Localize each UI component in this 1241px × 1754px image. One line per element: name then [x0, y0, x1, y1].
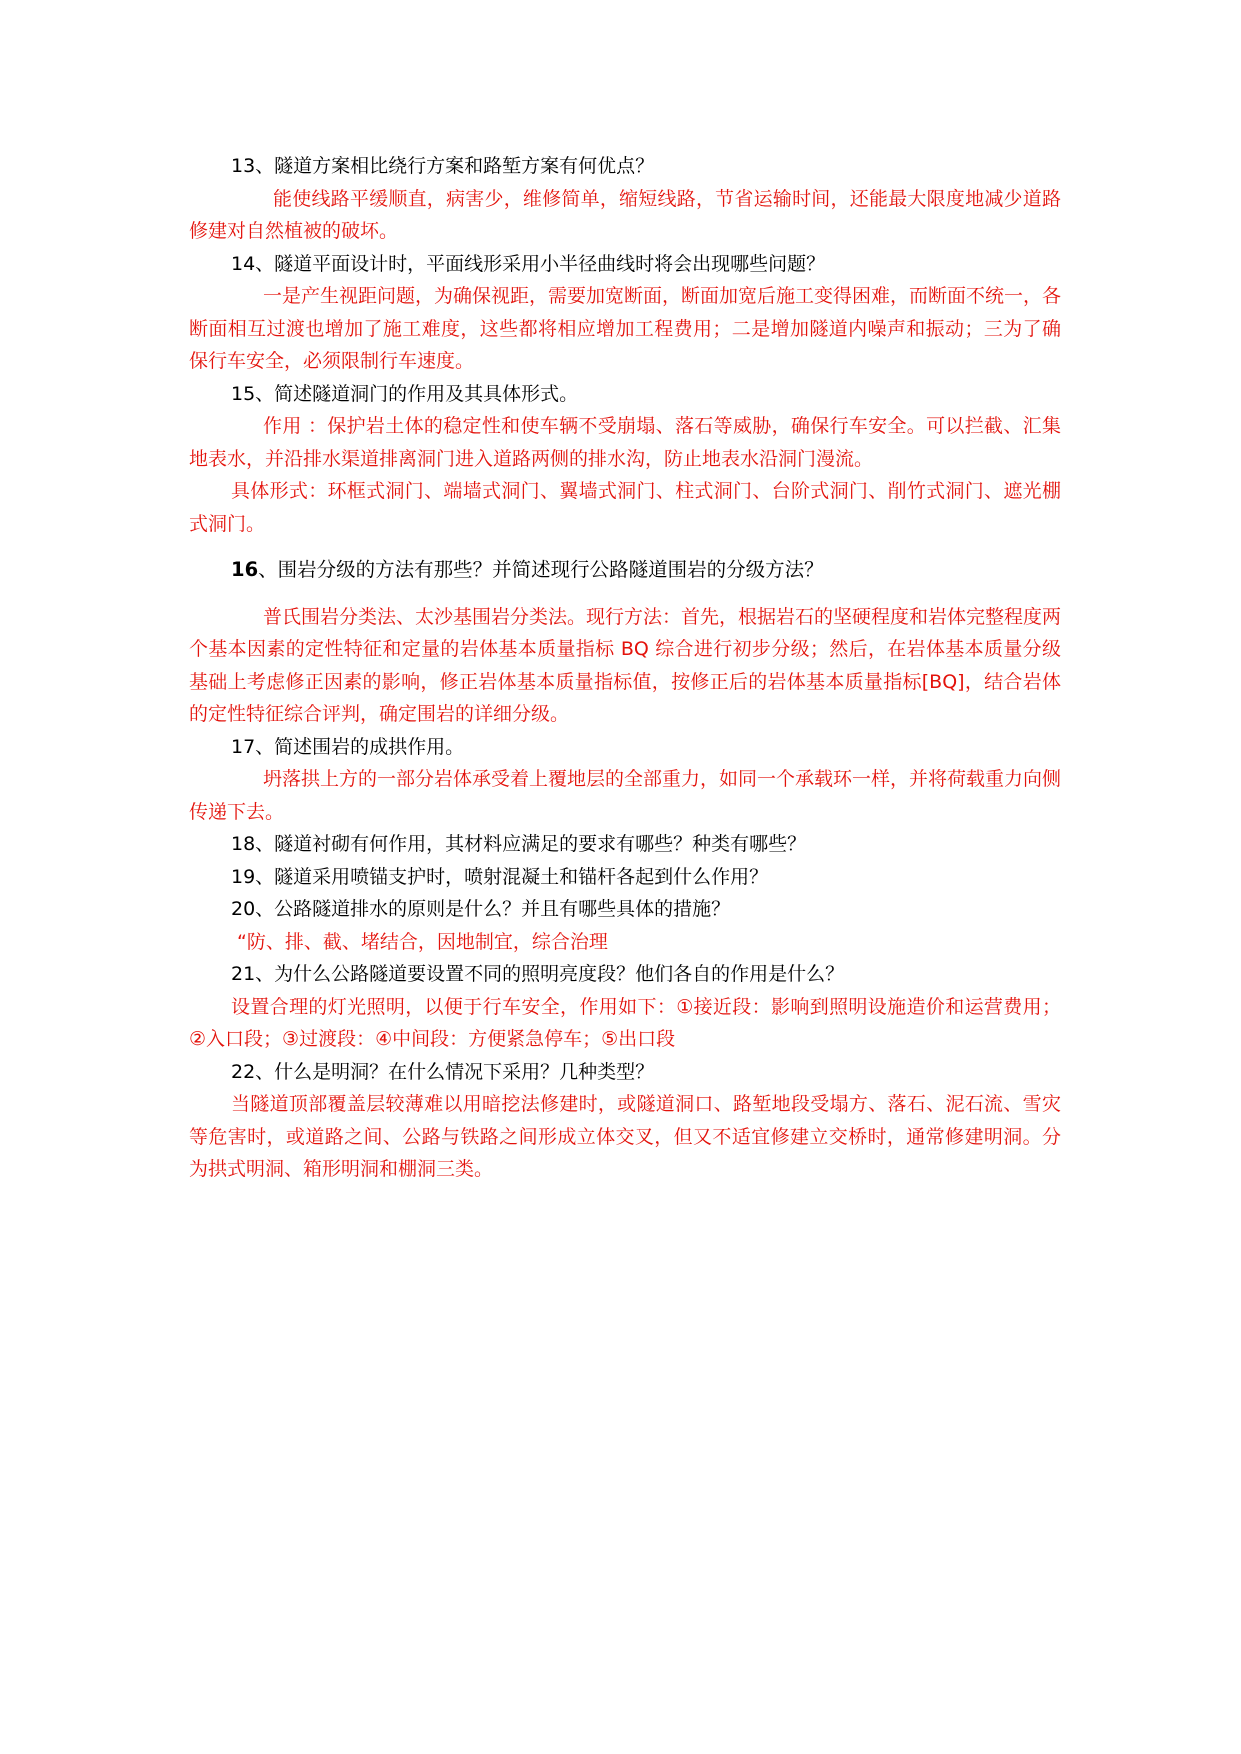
question-13: 13、隧道方案相比绕行方案和路堑方案有何优点？ — [231, 155, 655, 177]
answer-16: 普氏围岩分类法、太沙基围岩分类法。现行方法：首先，根据岩石的坚硬程度和岩体完整程度两个基本因素的定性特征和定量的岩体基本质量指标 BQ 综合进行初步分级；然后，在岩体基本质量分级基础上考虑修正因素的影响，修正岩体基本质量指标值，按修正后的岩体基本质量指标[BQ]，结合岩体的定性特征综合评判，确定围岩的详细分级。 — [189, 605, 1062, 725]
question-15: 15、简述隧道洞门的作用及其具体形式。 — [231, 382, 579, 405]
qa-content — [189, 150, 1061, 1186]
answer-22: 当隧道顶部覆盖层较薄难以用暗挖法修建时，或隧道洞口、路堑地段受塌方、落石、泥石流、雪灾等危害时，或道路之间、公路与铁路之间形成立体交叉，但又不适宜修建立交桥时，通常修建明洞。分为拱式明洞、箱形明洞和棚洞三类。 — [189, 1093, 1061, 1180]
question-14: 14、隧道平面设计时，平面线形采用小半径曲线时将会出现哪些问题？ — [231, 252, 826, 275]
answer-13: 能使线路平缓顺直，病害少，维修简单，缩短线路，节省运输时间，还能最大限度地减少道路修建对自然植被的破坏。 — [189, 187, 1061, 242]
question-16 — [189, 554, 1061, 587]
question-19: 19、隧道采用喷锚支护时，喷射混凝土和锚杆各起到什么作用？ — [231, 865, 769, 888]
question-18: 18、隧道衬砌有何作用，其材料应满足的要求有哪些？种类有哪些？ — [231, 833, 807, 855]
answer-20: “防、排、截、堵结合，因地制宜，综合治理 — [237, 930, 608, 953]
question-22: 22、什么是明洞？在什么情况下采用？几种类型？ — [231, 1060, 655, 1083]
answer-17: 坍落拱上方的一部分岩体承受着上覆地层的全部重力，如同一个承载环一样，并将荷载重力向侧传递下去。 — [189, 768, 1062, 823]
question-17: 17、简述围岩的成拱作用。 — [231, 735, 465, 758]
answer-15-function: 作用 ：保护岩土体的稳定性和使车辆不受崩塌、落石等威胁，确保行车安全。可以拦截、汇集地表水，并沿排水渠道排离洞门进入道路两侧的排水沟，防止地表水沿洞门漫流。 — [189, 415, 1061, 470]
question-16-number: 16 — [231, 558, 259, 581]
question-20: 20、公路隧道排水的原则是什么？并且有哪些具体的措施？ — [231, 898, 731, 920]
question-21: 21、为什么公路隧道要设置不同的照明亮度段？他们各自的作用是什么？ — [231, 963, 845, 985]
answer-15-forms: 具体形式：环框式洞门、端墙式洞门、翼墙式洞门、柱式洞门、台阶式洞门、削竹式洞门、遮光棚式洞门。 — [189, 480, 1061, 535]
question-16-text: 、围岩分级的方法有那些？并简述现行公路隧道围岩的分级方法？ — [258, 558, 824, 581]
answer-14: 一是产生视距问题，为确保视距，需要加宽断面，断面加宽后施工变得困难，而断面不统一，各断面相互过渡也增加了施工难度，这些都将相应增加工程费用；二是增加隧道内噪声和振动；三为了确保行车安全，必须限制行车速度。 — [189, 285, 1062, 372]
answer-21: 设置合理的灯光照明，以便于行车安全，作用如下：①接近段：影响到照明设施造价和运营费用；②入口段；③过渡段：④中间段：方便紧急停车；⑤出口段 — [189, 995, 1061, 1050]
